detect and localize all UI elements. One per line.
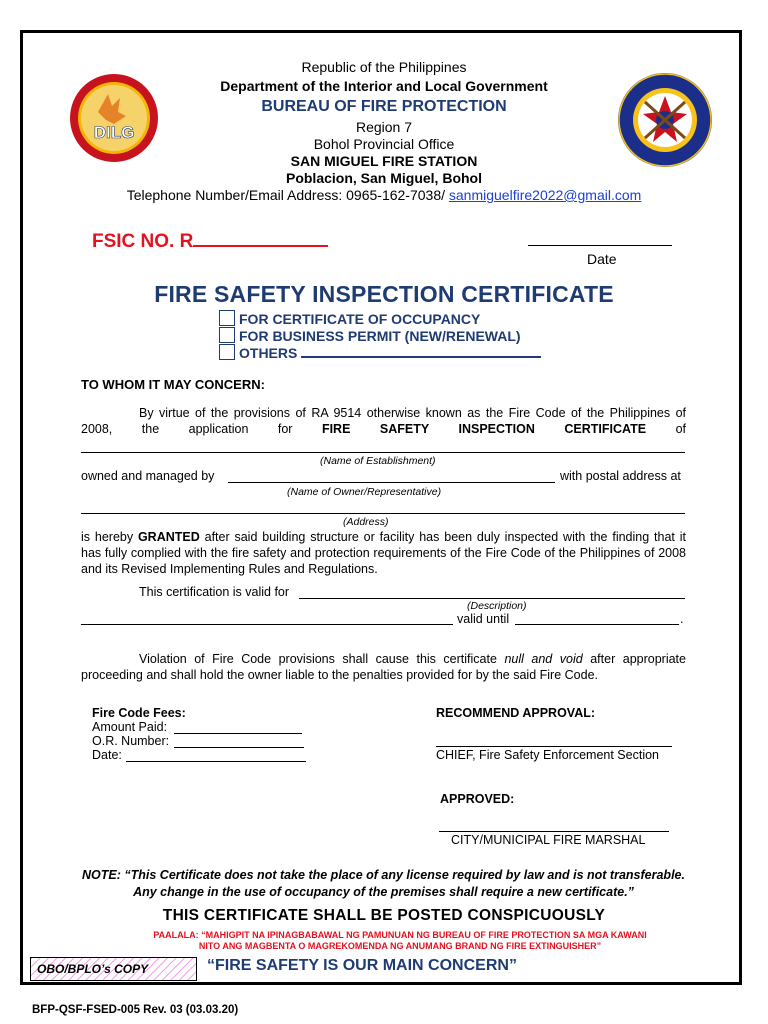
paragraph-granted (81, 529, 686, 577)
owner-field[interactable] (228, 482, 555, 483)
copy-label: OBO/BPLO’s COPY (37, 962, 149, 976)
null-and-void: null and void (504, 652, 583, 666)
or-number-label: O.R. Number: (92, 734, 170, 748)
address-caption: (Address) (343, 516, 389, 528)
valid-until-label: valid until (457, 612, 510, 626)
date-label: Date (587, 251, 617, 267)
granted-word: GRANTED (137, 530, 200, 544)
fee-date-label: Date: (92, 748, 122, 762)
date-field[interactable] (528, 245, 672, 246)
marshal-title: CITY/MUNICIPAL FIRE MARSHAL (451, 833, 646, 847)
fsic-number-field[interactable] (193, 227, 328, 247)
amount-paid-field[interactable] (174, 733, 302, 734)
fsic-number (92, 227, 328, 253)
salutation: TO WHOM IT MAY CONCERN: (81, 377, 265, 392)
station-address-line: Poblacion, San Miguel, Bohol (285, 170, 482, 186)
establishment-field[interactable] (81, 452, 685, 453)
paragraph-application (81, 405, 686, 437)
paragraph-granted-text: is hereby (81, 530, 138, 544)
option-business-permit (219, 327, 521, 344)
marshal-signature-field[interactable] (439, 831, 669, 832)
chief-title: CHIEF, Fire Safety Enforcement Section (436, 748, 660, 762)
form-code: BFP-QSF-FSED-005 Rev. 03 (03.03.20) (32, 1004, 239, 1016)
provincial-office-line: Bohol Provincial Office (313, 136, 455, 152)
fsic-label: FSIC NO. R (92, 231, 194, 252)
bureau-line: BUREAU OF FIRE PROTECTION (261, 98, 507, 115)
region-line: Region 7 (355, 119, 413, 135)
valid-for-field[interactable] (299, 598, 685, 599)
fees-heading: Fire Code Fees: (92, 706, 186, 720)
option-occupancy (219, 310, 480, 327)
paragraph-violation (81, 651, 686, 683)
paragraph-application-end: of (646, 422, 686, 436)
chief-signature-field[interactable] (436, 746, 672, 747)
fee-date-field[interactable] (126, 761, 306, 762)
others-checkbox[interactable] (219, 344, 235, 360)
paragraph-violation-rest: after appropriate proceeding and shall hold the owner liable to the penalties provided for by the said Fire Code. (81, 652, 686, 682)
recommend-approval-heading: RECOMMEND APPROVAL: (436, 706, 596, 720)
address-field[interactable] (81, 513, 685, 514)
certificate-title: FIRE SAFETY INSPECTION CERTIFICATE (154, 281, 614, 307)
paragraph-application-text: By virtue of the provisions of RA 9514 otherwise known as the Fire Code of the Philippines of 2008, the application for (81, 406, 686, 436)
occupancy-checkbox[interactable] (219, 310, 235, 326)
business-permit-checkbox[interactable] (219, 327, 235, 343)
department-line: Department of the Interior and Local Government (220, 78, 548, 94)
others-field[interactable] (301, 344, 541, 358)
email-link[interactable]: sanmiguelfire2022@gmail.com (448, 187, 642, 203)
station-line: SAN MIGUEL FIRE STATION (290, 153, 478, 169)
or-number-field[interactable] (174, 747, 304, 748)
contact-text: Telephone Number/Email Address: 0965-162-7038/ (126, 187, 449, 203)
paragraph-granted-rest: after said building structure or facility has been duly inspected with the finding that it has fully complied with the fire safety and protection requirements of the Fire Code of the Philippines of 2008 and its Revised Implementing Rules and Regulations. (81, 530, 686, 576)
owned-by-label: owned and managed by (81, 469, 215, 483)
valid-until-period: . (680, 612, 684, 626)
paragraph-application-bold: FIRE SAFETY INSPECTION CERTIFICATE (321, 422, 647, 436)
posting-notice: THIS CERTIFICATE SHALL BE POSTED CONSPICUOUSLY (162, 907, 606, 924)
postal-address-label: with postal address at (560, 469, 681, 483)
option-occupancy-label: FOR CERTIFICATE OF OCCUPANCY (239, 311, 481, 327)
amount-paid-label: Amount Paid: (92, 720, 168, 734)
valid-for-label: This certification is valid for (139, 585, 290, 599)
contact-line (0, 187, 768, 204)
establishment-caption: (Name of Establishment) (320, 455, 436, 467)
valid-until-field[interactable] (515, 624, 679, 625)
option-others-label: OTHERS (239, 345, 298, 361)
description-caption: (Description) (467, 600, 527, 612)
copy-label-box (30, 957, 197, 981)
description-field[interactable] (81, 624, 453, 625)
paragraph-violation-text: Violation of Fire Code provisions shall cause this certificate (139, 652, 505, 666)
option-others (219, 344, 541, 361)
certificate-note: NOTE: “This Certificate does not take the place of any license required by law and is not transferable. Any change in the use of occupancy of the premises shall require a new certificate.” (82, 868, 685, 899)
option-business-permit-label: FOR BUSINESS PERMIT (NEW/RENEWAL) (239, 328, 521, 344)
svg-text:DILG: DILG (93, 123, 135, 142)
approved-heading: APPROVED: (440, 792, 515, 806)
paalala-notice: PAALALA: “MAHIGPIT NA IPINAGBABAWAL NG PAMUNUAN NG BUREAU OF FIRE PROTECTION SA MGA KAWANI NITO ANG MAGBENTA O MAGREKOMENDA NG ANUMANG BRAND NG FIRE EXTINGUISHER” (153, 930, 647, 951)
owner-caption: (Name of Owner/Representative) (287, 486, 442, 498)
republic-line: Republic of the Philippines (301, 59, 467, 75)
motto: “FIRE SAFETY IS OUR MAIN CONCERN” (207, 957, 517, 974)
